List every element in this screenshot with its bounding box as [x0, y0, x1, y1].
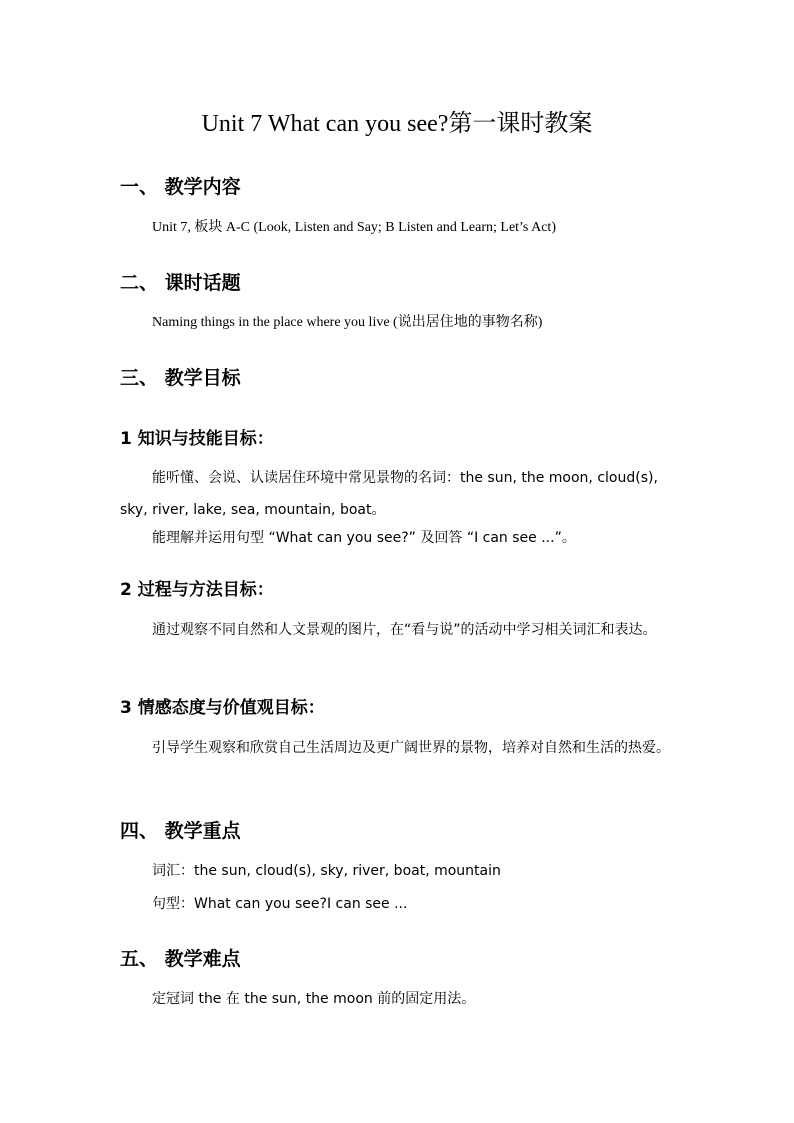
goal-paragraph-vocab: 能听懂、会说、认读居住环境中常见景物的名词：the sun, the moon, cloud(s), sky, river, lake, sea, mountain, boat。 — [120, 470, 658, 518]
section-heading-topic: 二、 课时话题 — [120, 272, 241, 294]
difficulty-line: 定冠词 the 在 the sun, the moon 前的固定用法。 — [152, 991, 476, 1007]
section-heading-content: 一、 教学内容 — [120, 176, 241, 198]
content-line: Unit 7, 板块 A-C (Look, Listen and Say; B Listen and Learn; Let’s Act) — [152, 220, 556, 235]
section-heading-difficulties: 五、 教学难点 — [120, 948, 241, 970]
goal-paragraph-process: 通过观察不同自然和人文景观的图片，在“看与说”的活动中学习相关词汇和表达。 — [152, 622, 657, 638]
document-title: Unit 7 What can you see?第一课时教案 — [201, 111, 593, 137]
section-heading-key-points: 四、 教学重点 — [120, 820, 241, 842]
goal-paragraph-sentence: 能理解并运用句型 “What can you see?” 及回答 “I can see ...”。 — [152, 530, 576, 546]
section-heading-objectives: 三、 教学目标 — [120, 367, 241, 389]
goal-paragraph-emotion: 引导学生观察和欣赏自己生活周边及更广阔世界的景物，培养对自然和生活的热爱。 — [152, 740, 670, 756]
goal-heading-knowledge: 1 知识与技能目标： — [120, 429, 274, 449]
goal-heading-emotion: 3 情感态度与价值观目标： — [120, 698, 325, 718]
key-point-vocab: 词汇：the sun, cloud(s), sky, river, boat, mountain — [152, 863, 501, 879]
topic-line: Naming things in the place where you live (说出居住地的事物名称) — [152, 315, 543, 330]
goal-heading-process: 2 过程与方法目标： — [120, 580, 274, 600]
key-point-sentence: 句型：What can you see?I can see ... — [152, 896, 408, 912]
